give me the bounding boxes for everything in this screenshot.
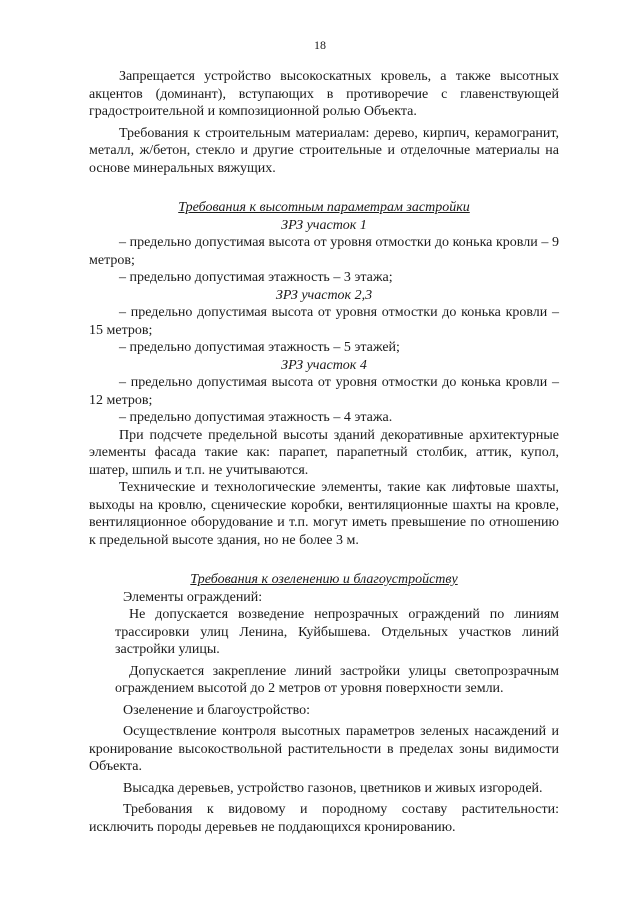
section-heading-height: Требования к высотным параметрам застройки: [178, 200, 470, 215]
zone-1-height: – предельно допустимая высота от уровня отмостки до конька кровли – 9 метров;: [89, 235, 559, 268]
section-heading-landscaping: Требования к озеленению и благоустройству: [190, 572, 458, 587]
zone-1-title: ЗРЗ участок 1: [281, 217, 367, 233]
paragraph-decorative-elements: При подсчете предельной высоты зданий декоративные архитектурные элементы фасада такие как: парапет, парапетный столбик, аттик, купол, шатер, шпиль и т.п. не учитываются.: [89, 427, 559, 478]
fence-paragraph-1: Не допускается возведение непрозрачных ограждений по линиям трассировки улиц Ленина, Куйбышева. Отдельных участков линий застройки улицы.: [115, 607, 559, 657]
page-number: 18: [314, 38, 326, 52]
paragraph-roofs: Запрещается устройство высокоскатных кровель, а также высотных акцентов (доминант), вступающих в противоречие с главенствующей градостроительной и композиционной ролью Объекта.: [89, 69, 559, 119]
zone-23-title: ЗРЗ участок 2,3: [275, 287, 373, 303]
zone-1-floors: – предельно допустимая этажность – 3 этажа;: [119, 270, 393, 285]
landscaping-paragraph-3: Требования к видовому и породному составу растительности: исключить породы деревьев не поддающихся кронированию.: [89, 802, 559, 835]
zone-4-floors: – предельно допустимая этажность – 4 этажа.: [119, 410, 393, 425]
paragraph-technical-elements: Технические и технологические элементы, такие как лифтовые шахты, выходы на кровлю, сценические коробки, вентиляционные шахты на кровле, вентиляционное оборудование и т.п. могут иметь превышение по отношению к предельной высоте здания, но не более 3 м.: [89, 480, 559, 548]
landscaping-subheading: Озеленение и благоустройство:: [123, 702, 311, 718]
zone-23-height: – предельно допустимая высота от уровня отмостки до конька кровли – 15 метров;: [89, 305, 559, 338]
fence-subheading: Элементы ограждений:: [123, 589, 263, 605]
document-body: [89, 68, 559, 836]
paragraph-materials: Требования к строительным материалам: дерево, кирпич, керамогранит, металл, ж/бетон, стекло и другие строительные и отделочные материалы на основе минеральных вяжущих.: [89, 125, 559, 176]
landscaping-paragraph-1: Осуществление контроля высотных параметров зеленых насаждений и кронирование высокоствольной растительности в пределах зоны видимости Объекта.: [89, 724, 559, 774]
landscaping-paragraph-2: Высадка деревьев, устройство газонов, цветников и живых изгородей.: [123, 780, 543, 796]
zone-4-height: – предельно допустимая высота от уровня отмостки до конька кровли – 12 метров;: [89, 375, 559, 408]
zone-23-floors: – предельно допустимая этажность – 5 этажей;: [119, 340, 400, 355]
fence-paragraph-2: Допускается закрепление линий застройки улицы светопрозрачным ограждением высотой до 2 метров от уровня поверхности земли.: [115, 663, 559, 696]
zone-4-title: ЗРЗ участок 4: [281, 357, 367, 373]
